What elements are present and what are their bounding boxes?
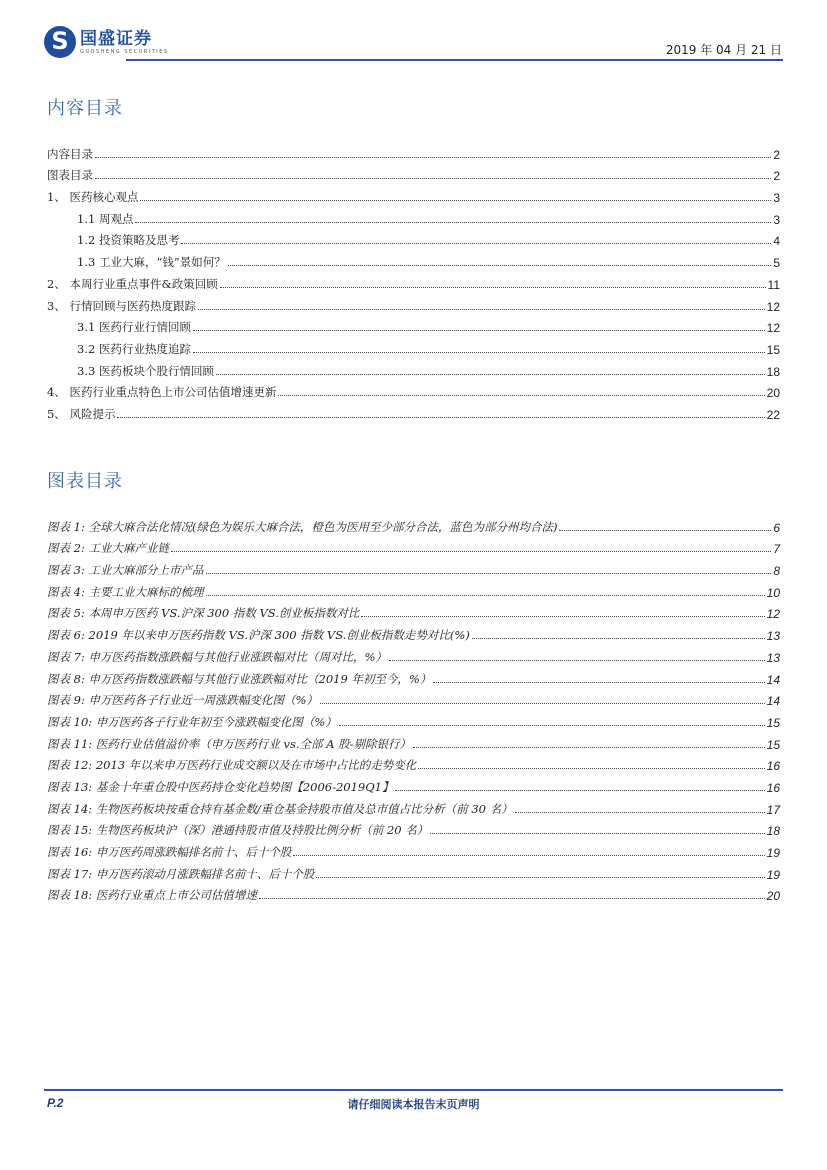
figure-entry[interactable] bbox=[47, 838, 780, 860]
dot-leader bbox=[316, 877, 764, 878]
dot-leader bbox=[228, 265, 772, 266]
entry-label[interactable]: 图表 11: 医药行业估值溢价率（申万医药行业 vs.全部 A 股-剔除银行） bbox=[47, 736, 412, 751]
dot-leader bbox=[259, 898, 765, 899]
entry-page[interactable]: 10 bbox=[766, 585, 780, 600]
dot-leader bbox=[433, 682, 764, 683]
figure-entry[interactable] bbox=[47, 578, 780, 600]
figure-entry[interactable] bbox=[47, 795, 780, 817]
entry-label[interactable]: 图表 5: 本周申万医药 VS.沪深 300 指数 VS.创业板指数对比 bbox=[47, 606, 360, 621]
company-logo bbox=[44, 26, 169, 58]
page-number: P.2 bbox=[47, 1096, 64, 1110]
entry-page[interactable]: 12 bbox=[766, 321, 780, 336]
dot-leader bbox=[193, 330, 765, 331]
dot-leader bbox=[278, 395, 764, 396]
entry-label[interactable]: 图表 9: 申万医药各子行业近一周涨跌幅变化图（%） bbox=[47, 693, 318, 708]
figure-entry[interactable] bbox=[47, 556, 780, 578]
entry-label[interactable]: 3.3 医药板块个股行情回顾 bbox=[77, 363, 214, 378]
entry-label[interactable]: 图表 13: 基金十年重仓股中医药持仓变化趋势图【2006-2019Q1】 bbox=[47, 779, 394, 794]
entry-label[interactable]: 图表目录 bbox=[47, 168, 93, 183]
figure-entry[interactable] bbox=[47, 752, 780, 774]
entry-page[interactable]: 20 bbox=[766, 889, 780, 904]
figure-list bbox=[47, 513, 780, 903]
logo-icon bbox=[44, 26, 76, 58]
entry-page[interactable]: 14 bbox=[766, 694, 780, 709]
entry-label[interactable]: 图表 3: 工业大麻部分上市产品 bbox=[47, 563, 204, 578]
figure-entry[interactable] bbox=[47, 600, 780, 622]
dot-leader bbox=[206, 595, 765, 596]
toc-title: 内容目录 bbox=[47, 98, 123, 119]
toc-entry[interactable] bbox=[47, 292, 780, 314]
entry-label[interactable]: 图表 14: 生物医药板块按重仓持有基金数/重仓基金持股市值及总市值占比分析（前 30 名） bbox=[47, 801, 513, 816]
entry-label[interactable]: 4、 医药行业重点特色上市公司估值增速更新 bbox=[47, 385, 277, 400]
figure-entry[interactable] bbox=[47, 535, 780, 557]
figure-entry[interactable] bbox=[47, 687, 780, 709]
entry-label[interactable]: 图表 1: 全球大麻合法化情况(绿色为娱乐大麻合法，橙色为医用至少部分合法，蓝色为部分州均合法) bbox=[47, 519, 558, 534]
dot-leader bbox=[515, 812, 765, 813]
dot-leader bbox=[472, 638, 765, 639]
entry-page[interactable]: 17 bbox=[766, 802, 780, 817]
toc-entry[interactable] bbox=[47, 205, 780, 227]
figures-title: 图表目录 bbox=[47, 471, 123, 492]
dot-leader bbox=[206, 573, 772, 574]
dot-leader bbox=[293, 855, 764, 856]
dot-leader bbox=[418, 768, 764, 769]
figure-entry[interactable] bbox=[47, 513, 780, 535]
dot-leader bbox=[171, 551, 771, 552]
entry-label[interactable]: 图表 18: 医药行业重点上市公司估值增速 bbox=[47, 888, 257, 903]
entry-label[interactable]: 内容目录 bbox=[47, 146, 93, 161]
toc-entry[interactable] bbox=[47, 227, 780, 249]
header-divider bbox=[126, 59, 783, 61]
figure-entry[interactable] bbox=[47, 665, 780, 687]
figure-entry[interactable] bbox=[47, 708, 780, 730]
entry-page[interactable]: 13 bbox=[766, 650, 780, 665]
dot-leader bbox=[339, 725, 765, 726]
logo-name-en: GUOSHENG SECURITIES bbox=[80, 49, 169, 55]
entry-page[interactable]: 22 bbox=[766, 407, 780, 422]
dot-leader bbox=[95, 157, 771, 158]
entry-page[interactable]: 11 bbox=[767, 277, 780, 292]
table-of-contents bbox=[47, 140, 780, 422]
entry-label[interactable]: 图表 7: 申万医药指数涨跌幅与其他行业涨跌幅对比（周对比，%） bbox=[47, 649, 387, 664]
entry-page[interactable]: 14 bbox=[766, 672, 780, 687]
entry-label[interactable]: 1.2 投资策略及思考 bbox=[77, 233, 180, 248]
toc-entry[interactable] bbox=[47, 400, 780, 422]
entry-page[interactable]: 18 bbox=[766, 364, 780, 379]
figure-entry[interactable] bbox=[47, 621, 780, 643]
entry-label[interactable]: 2、 本周行业重点事件&政策回顾 bbox=[47, 276, 218, 291]
figure-entry[interactable] bbox=[47, 860, 780, 882]
entry-page[interactable]: 3 bbox=[773, 212, 780, 227]
entry-label[interactable]: 图表 12: 2013 年以来申万医药行业成交额以及在市场中占比的走势变化 bbox=[47, 758, 417, 773]
entry-page[interactable]: 12 bbox=[766, 299, 780, 314]
dot-leader bbox=[361, 616, 764, 617]
entry-page[interactable]: 8 bbox=[773, 564, 780, 579]
figure-entry[interactable] bbox=[47, 773, 780, 795]
toc-entry[interactable] bbox=[47, 314, 780, 336]
entry-page[interactable]: 13 bbox=[766, 629, 780, 644]
entry-page[interactable]: 2 bbox=[773, 147, 780, 162]
dot-leader bbox=[181, 243, 771, 244]
figure-entry[interactable] bbox=[47, 730, 780, 752]
entry-label[interactable]: 图表 10: 申万医药各子行业年初至今涨跌幅变化图（%） bbox=[47, 714, 337, 729]
entry-label[interactable]: 1.1 周观点 bbox=[77, 211, 134, 226]
dot-leader bbox=[198, 309, 765, 310]
entry-label[interactable]: 图表 4: 主要工业大麻标的梳理 bbox=[47, 584, 204, 599]
dot-leader bbox=[413, 747, 765, 748]
toc-entry[interactable] bbox=[47, 162, 780, 184]
figure-entry[interactable] bbox=[47, 882, 780, 904]
footer-disclaimer: 请仔细阅读本报告末页声明 bbox=[347, 1098, 480, 1111]
entry-page[interactable]: 15 bbox=[766, 342, 780, 357]
entry-page[interactable]: 2 bbox=[773, 169, 780, 184]
footer-divider bbox=[44, 1089, 783, 1091]
entry-label[interactable]: 图表 2: 工业大麻产业链 bbox=[47, 541, 170, 556]
entry-page[interactable]: 12 bbox=[766, 607, 780, 622]
entry-page[interactable]: 16 bbox=[766, 759, 780, 774]
report-date: 2019 年 04 月 21 日 bbox=[665, 43, 782, 57]
dot-leader bbox=[320, 703, 765, 704]
entry-label[interactable]: 图表 6: 2019 年以来申万医药指数 VS.沪深 300 指数 VS.创业板指数走势对比(%) bbox=[47, 628, 470, 643]
entry-page[interactable]: 4 bbox=[773, 234, 780, 249]
entry-label[interactable]: 图表 8: 申万医药指数涨跌幅与其他行业涨跌幅对比（2019 年初至今，%） bbox=[47, 671, 432, 686]
entry-label[interactable]: 1.3 工业大麻，“钱”景如何？ bbox=[77, 255, 226, 270]
dot-leader bbox=[135, 222, 771, 223]
dot-leader bbox=[430, 833, 764, 834]
dot-leader bbox=[95, 178, 771, 179]
entry-label[interactable]: 3、 行情回顾与医药热度跟踪 bbox=[47, 298, 196, 313]
entry-label[interactable]: 图表 17: 申万医药滚动月涨跌幅排名前十、后十个股 bbox=[47, 866, 315, 881]
entry-page[interactable]: 7 bbox=[773, 542, 780, 557]
entry-page[interactable]: 19 bbox=[766, 846, 780, 860]
toc-entry[interactable] bbox=[47, 248, 780, 270]
entry-label[interactable]: 1、 医药核心观点 bbox=[47, 190, 139, 205]
toc-entry[interactable] bbox=[47, 140, 780, 162]
dot-leader bbox=[389, 660, 765, 661]
entry-label[interactable]: 图表 16: 申万医药周涨跌幅排名前十、后十个股 bbox=[47, 845, 292, 859]
entry-page[interactable]: 15 bbox=[766, 715, 780, 730]
entry-label[interactable]: 3.2 医药行业热度追踪 bbox=[77, 341, 191, 356]
entry-label[interactable]: 5、 风险提示 bbox=[47, 406, 116, 421]
dot-leader bbox=[395, 790, 764, 791]
dot-leader bbox=[117, 417, 764, 418]
entry-page[interactable]: 3 bbox=[773, 191, 780, 206]
dot-leader bbox=[216, 374, 765, 375]
logo-name: 国盛证券 bbox=[80, 29, 152, 49]
entry-page[interactable]: 20 bbox=[766, 386, 780, 401]
dot-leader bbox=[193, 352, 765, 353]
toc-entry[interactable] bbox=[47, 183, 780, 205]
toc-entry[interactable] bbox=[47, 379, 780, 401]
toc-entry[interactable] bbox=[47, 335, 780, 357]
dot-leader bbox=[559, 530, 771, 531]
entry-page[interactable]: 18 bbox=[766, 824, 780, 839]
figure-entry[interactable] bbox=[47, 643, 780, 665]
entry-label[interactable]: 3.1 医药行业行情回顾 bbox=[77, 320, 191, 335]
entry-page[interactable]: 5 bbox=[773, 256, 780, 271]
toc-entry[interactable] bbox=[47, 357, 780, 379]
entry-page[interactable]: 19 bbox=[766, 867, 780, 882]
figure-entry[interactable] bbox=[47, 817, 780, 839]
entry-page[interactable]: 16 bbox=[766, 780, 780, 795]
entry-label[interactable]: 图表 15: 生物医药板块沪（深）港通持股市值及持股比例分析（前 20 名） bbox=[47, 823, 429, 838]
dot-leader bbox=[140, 200, 771, 201]
entry-page[interactable]: 6 bbox=[773, 520, 780, 535]
dot-leader bbox=[220, 287, 766, 288]
entry-page[interactable]: 15 bbox=[766, 737, 780, 752]
toc-entry[interactable] bbox=[47, 270, 780, 292]
